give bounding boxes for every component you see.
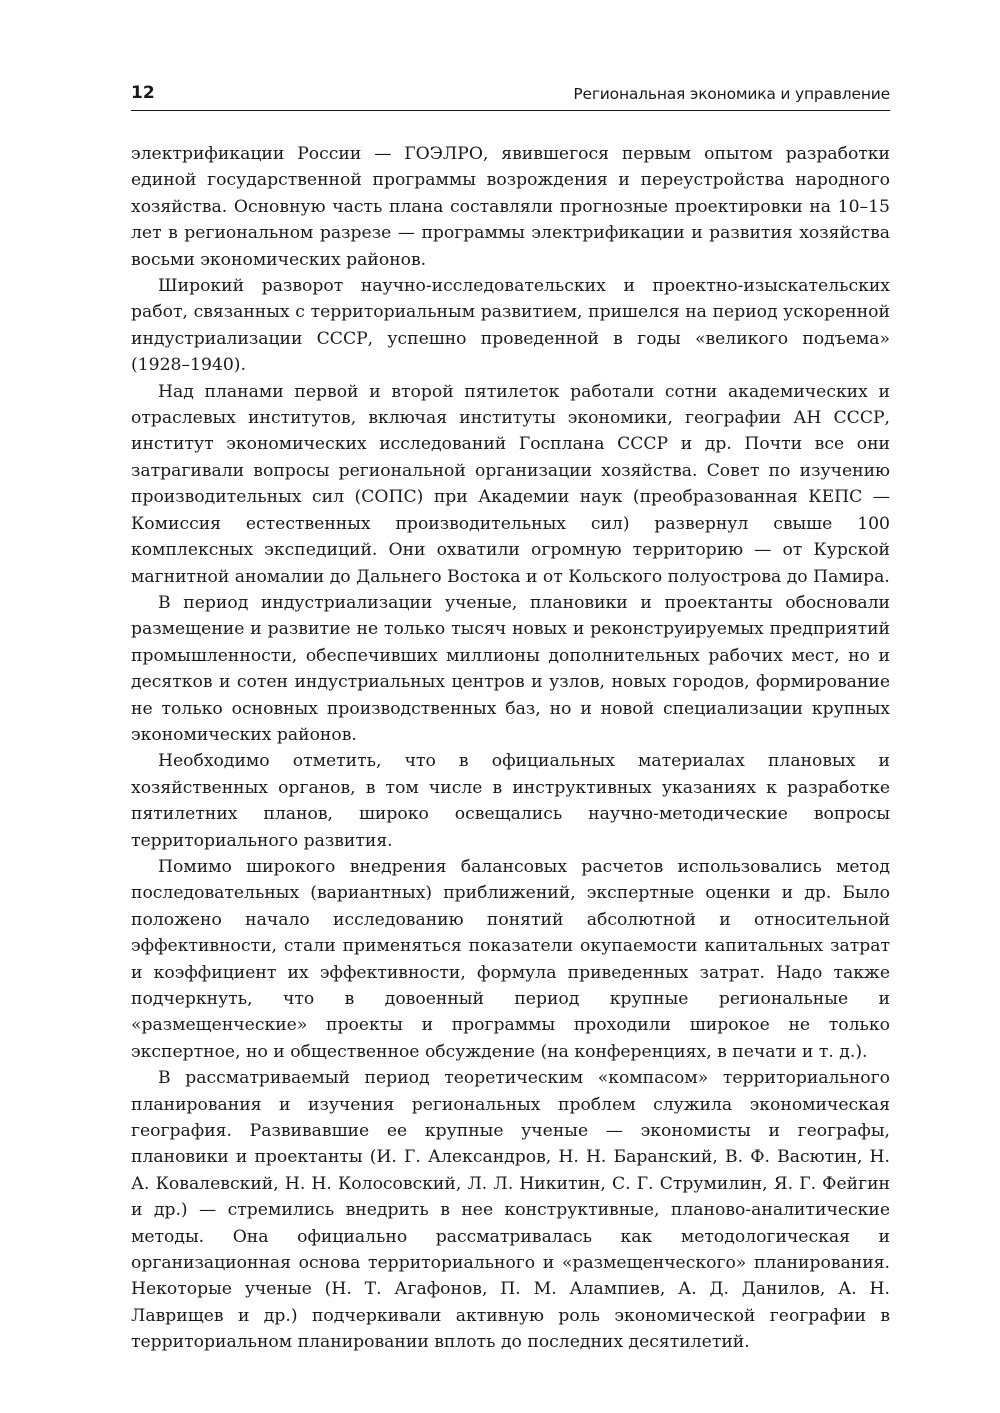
paragraph: Помимо широкого внедрения балансовых расчетов использовались метод последовательных (вариантных) приближений, экспертные оценки и др. Было положено начало исследованию понятий абсолютной и относительной эффективности, стали применяться показатели окупаемости капитальных затрат и коэффициент их эффективности, формула приведенных затрат. Надо также подчеркнуть, что в довоенный период крупные региональные и «размещенческие» проекты и программы проходили широкое не только экспертное, но и общественное обсуждение (на конференциях, в печати и т. д.).: [131, 856, 890, 1062]
paragraph-continuation: электрификации России — ГОЭЛРО, явившегося первым опытом разработки единой государственной программы возрождения и переустройства народного хозяйства. Основную часть плана составляли прогнозные проектировки на 10–15 лет в региональном разрезе — программы электрификации и развития хозяйства восьми экономических районов.: [131, 144, 890, 270]
paragraph: Широкий разворот научно-исследовательских и проектно-изыскательских работ, связанных с территориальным развитием, пришелся на период ускоренной индустриализации СССР, успешно проведенной в годы «великого подъема» (1928–1940).: [131, 276, 890, 376]
paragraph: Над планами первой и второй пятилеток работали сотни академических и отраслевых институтов, включая институты экономики, географии АН СССР, институт экономических исследований Госплана СССР и др. Почти все они затрагивали вопросы региональной организации хозяйства. Совет по изучению производительных сил (СОПС) при Академии наук (преобразованная КЕПС — Комиссия естественных производительных сил) развернул свыше 100 комплексных экспедиций. Они охватили огромную территорию — от Курской магнитной аномалии до Дальнего Востока и от Кольского полуострова до Памира.: [131, 381, 890, 587]
paragraph: В период индустриализации ученые, плановики и проектанты обосновали размещение и развитие не только тысяч новых и реконструируемых предприятий промышленности, обеспечивших миллионы дополнительных рабочих мест, но и десятков и сотен индустриальных центров и узлов, новых городов, формирование не только основных производственных баз, но и новой специализации крупных экономических районов.: [131, 592, 890, 745]
body-text: [131, 141, 890, 1356]
running-title: Региональная экономика и управление: [573, 85, 890, 103]
paragraph: Необходимо отметить, что в официальных материалах плановых и хозяйственных органов, в том числе в инструктивных указаниях к разработке пятилетних планов, широко освещались научно-методические вопросы территориального развития.: [131, 751, 890, 851]
paragraph: В рассматриваемый период теоретическим «компасом» территориального планирования и изучения региональных проблем служила экономическая география. Развивавшие ее крупные ученые — экономисты и географы, плановики и проектанты (И. Г. Александров, Н. Н. Баранский, В. Ф. Васютин, Н. А. Ковалевский, Н. Н. Колосовский, Л. Л. Никитин, С. Г. Струмилин, Я. Г. Фейгин и др.) — стремились внедрить в нее конструктивные, планово-аналитические методы. Она официально рассматривалась как методологическая и организационная основа территориального и «размещенческого» планирования. Некоторые ученые (Н. Т. Агафонов, П. М. Алампиев, А. Д. Данилов, А. Н. Лаврищев и др.) подчеркивали активную роль экономической географии в территориальном планировании вплоть до последних десятилетий.: [131, 1068, 890, 1353]
page-number: 12: [131, 83, 155, 103]
page-header: [131, 82, 890, 111]
